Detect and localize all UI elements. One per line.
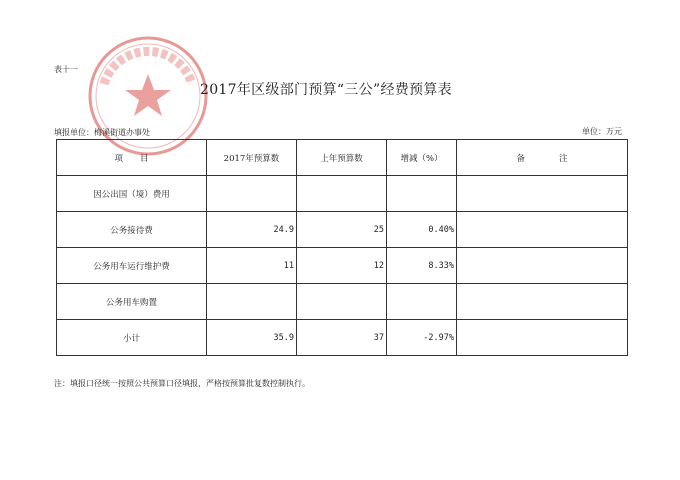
row-item-name: 公务用车购置 <box>57 284 207 320</box>
row-item-name: 公务接待费 <box>57 212 207 248</box>
table-row <box>57 284 628 320</box>
budget-table <box>56 139 628 356</box>
row-item-name: 公务用车运行维护费 <box>57 248 207 284</box>
table-number-label: 表十一 <box>54 65 78 74</box>
column-header-budget-2017: 2017年预算数 <box>207 140 297 176</box>
filling-unit-label: 填报单位：梅溪街道办事处 <box>54 128 150 137</box>
table-row <box>57 248 628 284</box>
row-change: -2.97% <box>387 320 457 356</box>
row-change: 8.33% <box>387 248 457 284</box>
row-budget-2017 <box>207 284 297 320</box>
row-prev-budget <box>297 176 387 212</box>
row-prev-budget: 37 <box>297 320 387 356</box>
table-row <box>57 176 628 212</box>
table-row <box>57 212 628 248</box>
row-change <box>387 176 457 212</box>
row-budget-2017: 35.9 <box>207 320 297 356</box>
row-prev-budget <box>297 284 387 320</box>
row-remark <box>457 176 628 212</box>
page-title: 2017年区级部门预算“三公”经费预算表 <box>200 82 452 98</box>
table-row-subtotal <box>57 320 628 356</box>
row-remark <box>457 320 628 356</box>
row-item-name: 小计 <box>57 320 207 356</box>
row-remark <box>457 212 628 248</box>
row-prev-budget: 12 <box>297 248 387 284</box>
column-header-remark: 备 注 <box>457 140 628 176</box>
row-budget-2017: 11 <box>207 248 297 284</box>
row-budget-2017 <box>207 176 297 212</box>
column-header-item: 项 目 <box>57 140 207 176</box>
row-budget-2017: 24.9 <box>207 212 297 248</box>
row-change <box>387 284 457 320</box>
footnote: 注：填报口径统一按照公共预算口径填报，严格按预算批复数控制执行。 <box>54 379 310 388</box>
row-change: 0.40% <box>387 212 457 248</box>
row-remark <box>457 248 628 284</box>
table-header-row <box>57 140 628 176</box>
column-header-prev-budget: 上年预算数 <box>297 140 387 176</box>
row-prev-budget: 25 <box>297 212 387 248</box>
currency-unit-label: 单位：万元 <box>582 127 622 136</box>
row-remark <box>457 284 628 320</box>
row-item-name: 因公出国（境）费用 <box>57 176 207 212</box>
column-header-change: 增减（%） <box>387 140 457 176</box>
